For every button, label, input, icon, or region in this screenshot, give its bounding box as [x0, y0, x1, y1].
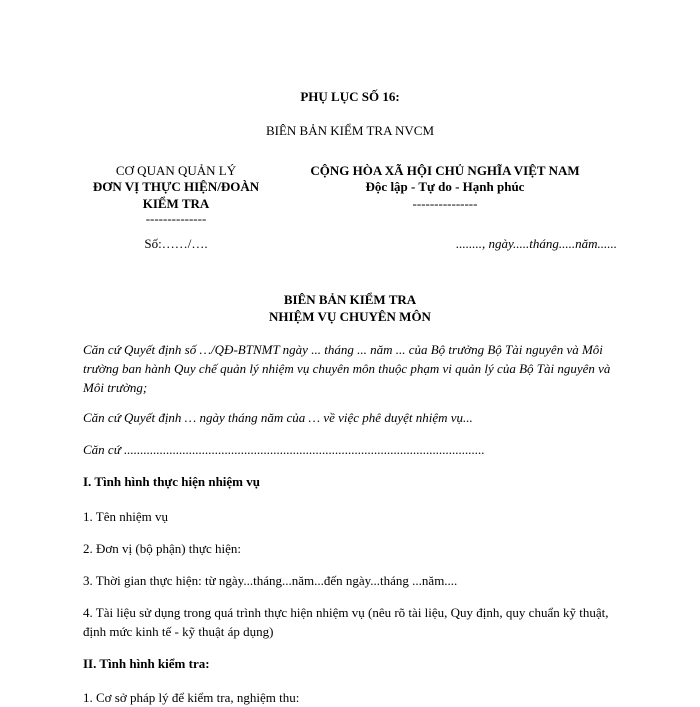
section-1-item-4: 4. Tài liệu sử dụng trong quá trình thực hiện nhiệm vụ (nêu rõ tài liệu, Quy định, quy chuẩn kỹ thuật, định mức kinh tế - kỹ thuật áp dụng) [83, 605, 609, 639]
section-2-item-1: 1. Cơ sở pháp lý để kiểm tra, nghiệm thu: [83, 690, 300, 705]
left-divider: -------------- [145, 211, 207, 226]
unit-name-cont: KIỂM TRA [142, 196, 210, 211]
motto: Độc lập - Tự do - Hạnh phúc [365, 179, 525, 194]
basis-paragraph-1: Căn cứ Quyết định số …/QĐ-BTNMT ngày ... tháng ... năm ... của Bộ trưởng Bộ Tài nguyên và Môi trường ban hành Quy chế quản lý nhiệm vụ chuyên môn thuộc phạm vi quản lý của Bộ Tài nguyên và Môi trường; [83, 342, 611, 395]
section-1-item-1: 1. Tên nhiệm vụ [83, 509, 168, 524]
appendix-label: PHỤ LỤC SỐ 16: [300, 89, 400, 104]
section-1-heading: I. Tình hình thực hiện nhiệm vụ [83, 474, 260, 489]
document-number: Số:……/…. [144, 236, 208, 251]
report-title-2: NHIỆM VỤ CHUYÊN MÔN [269, 309, 431, 324]
agency-name: CƠ QUAN QUẢN LÝ [115, 163, 237, 178]
report-title: BIÊN BẢN KIỂM TRA [283, 292, 417, 307]
section-1-item-2: 2. Đơn vị (bộ phận) thực hiện: [83, 541, 241, 556]
date-line: ........, ngày.....tháng.....năm...... [455, 236, 617, 251]
document-subtitle: BIÊN BẢN KIỂM TRA NVCM [265, 123, 435, 138]
basis-paragraph-2: Căn cứ Quyết định … ngày tháng năm của … về việc phê duyệt nhiệm vụ... [83, 410, 473, 425]
country-name: CỘNG HÒA XÃ HỘI CHỦ NGHĨA VIỆT NAM [310, 163, 580, 178]
unit-name: ĐƠN VỊ THỰC HIỆN/ĐOÀN [92, 179, 260, 194]
right-divider: --------------- [412, 196, 478, 211]
section-2-heading: II. Tình hình kiểm tra: [83, 656, 210, 671]
section-1-item-3: 3. Thời gian thực hiện: từ ngày...tháng...năm...đến ngày...tháng ...năm.... [83, 573, 458, 588]
basis-paragraph-3: Căn cứ ............................................................................................................... [83, 442, 485, 457]
